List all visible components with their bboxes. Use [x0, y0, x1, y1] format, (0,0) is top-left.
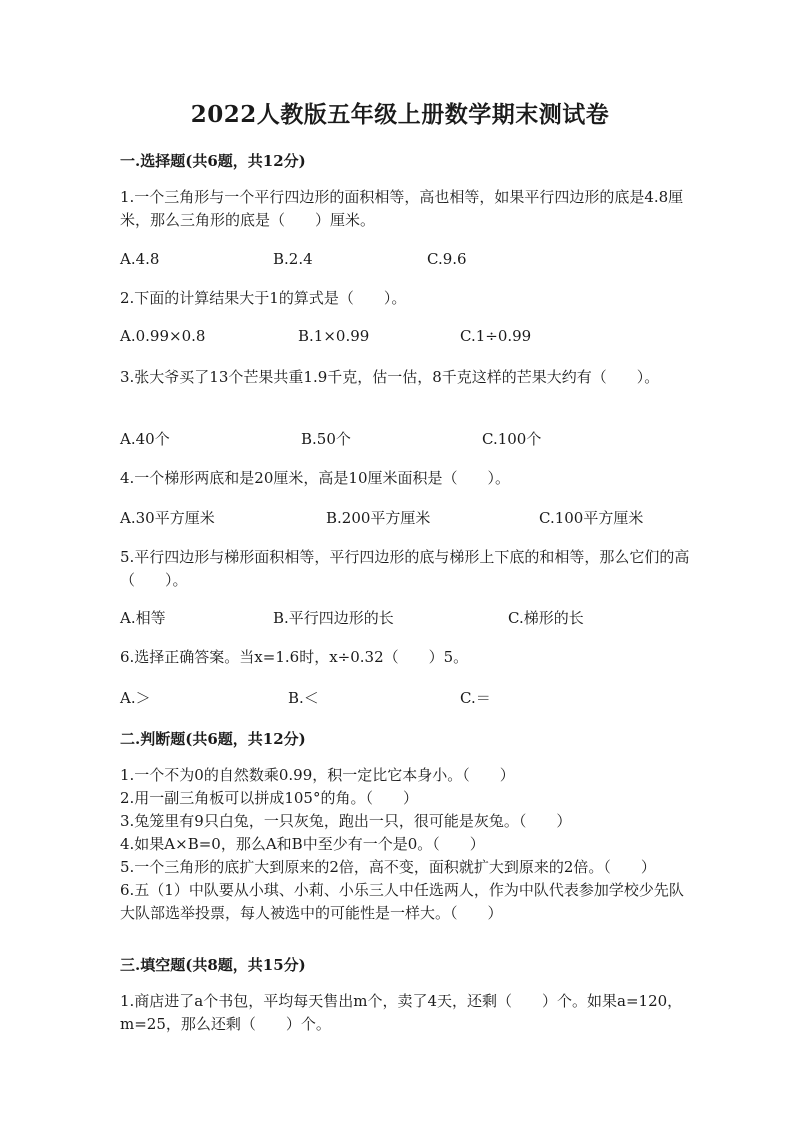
options-row [120, 327, 720, 349]
option-a: A.＞ [120, 689, 151, 707]
option-a: A.30平方厘米 [120, 509, 215, 527]
options-row [120, 428, 720, 450]
list-item: 3.兔笼里有9只白兔，一只灰兔，跑出一只，很可能是灰兔。（ ） [120, 812, 572, 830]
option-c: C.9.6 [427, 250, 467, 268]
question-text: 2.下面的计算结果大于1的算式是（ ）。 [120, 289, 407, 307]
option-b: B.1×0.99 [298, 327, 370, 345]
list-item: 4.如果A×B=0，那么A和B中至少有一个是0。（ ） [120, 835, 485, 853]
option-c: C.梯形的长 [508, 609, 584, 627]
options-row [120, 607, 720, 629]
options-row [120, 507, 720, 529]
option-a: A.4.8 [120, 250, 160, 268]
question-text: 4.一个梯形两底和是20厘米，高是10厘米面积是（ ）。 [120, 469, 510, 487]
question-text: 1.商店进了a个书包，平均每天售出m个，卖了4天，还剩（ ）个。如果a=120，m=25，那么还剩（ ）个。 [120, 992, 683, 1033]
option-a: A.相等 [120, 609, 166, 627]
section-heading-choice: 一.选择题(共6题，共12分) [120, 152, 306, 170]
options-row [120, 687, 720, 709]
option-b: B.平行四边形的长 [273, 609, 394, 627]
option-b: B.200平方厘米 [326, 509, 431, 527]
section-heading-true-false: 二.判断题(共6题，共12分) [120, 730, 306, 748]
option-a: A.40个 [120, 430, 170, 448]
question-text: 1.一个三角形与一个平行四边形的面积相等，高也相等，如果平行四边形的底是4.8厘米，那么三角形的底是（ ）厘米。 [120, 188, 684, 229]
option-b: B.50个 [301, 430, 351, 448]
options-row [120, 250, 720, 272]
question-text: 6.选择正确答案。当x=1.6时，x÷0.32（ ）5。 [120, 648, 469, 666]
option-c: C.1÷0.99 [460, 327, 532, 345]
list-item: 6.五（1）中队要从小琪、小莉、小乐三人中任选两人，作为中队代表参加学校少先队大队部选举投票，每人被选中的可能性是一样大。（ ） [120, 881, 684, 922]
option-a: A.0.99×0.8 [120, 327, 206, 345]
list-item: 2.用一副三角板可以拼成105°的角。（ ） [120, 789, 418, 807]
section-heading-fill-in: 三.填空题(共8题，共15分) [120, 956, 306, 974]
option-b: B.＜ [288, 689, 319, 707]
list-item: 5.一个三角形的底扩大到原来的2倍，高不变，面积就扩大到原来的2倍。（ ） [120, 858, 656, 876]
page-title: 2022人教版五年级上册数学期末测试卷 [190, 101, 610, 128]
list-item: 1.一个不为0的自然数乘0.99，积一定比它本身小。（ ） [120, 766, 515, 784]
option-c: C.＝ [460, 689, 491, 707]
question-text: 3.张大爷买了13个芒果共重1.9千克，估一估，8千克这样的芒果大约有（ ）。 [120, 368, 660, 386]
option-b: B.2.4 [273, 250, 313, 268]
true-false-list [120, 764, 690, 925]
question-text: 5.平行四边形与梯形面积相等，平行四边形的底与梯形上下底的和相等，那么它们的高（ ）。 [120, 548, 690, 589]
option-c: C.100平方厘米 [539, 509, 644, 527]
option-c: C.100个 [482, 430, 542, 448]
